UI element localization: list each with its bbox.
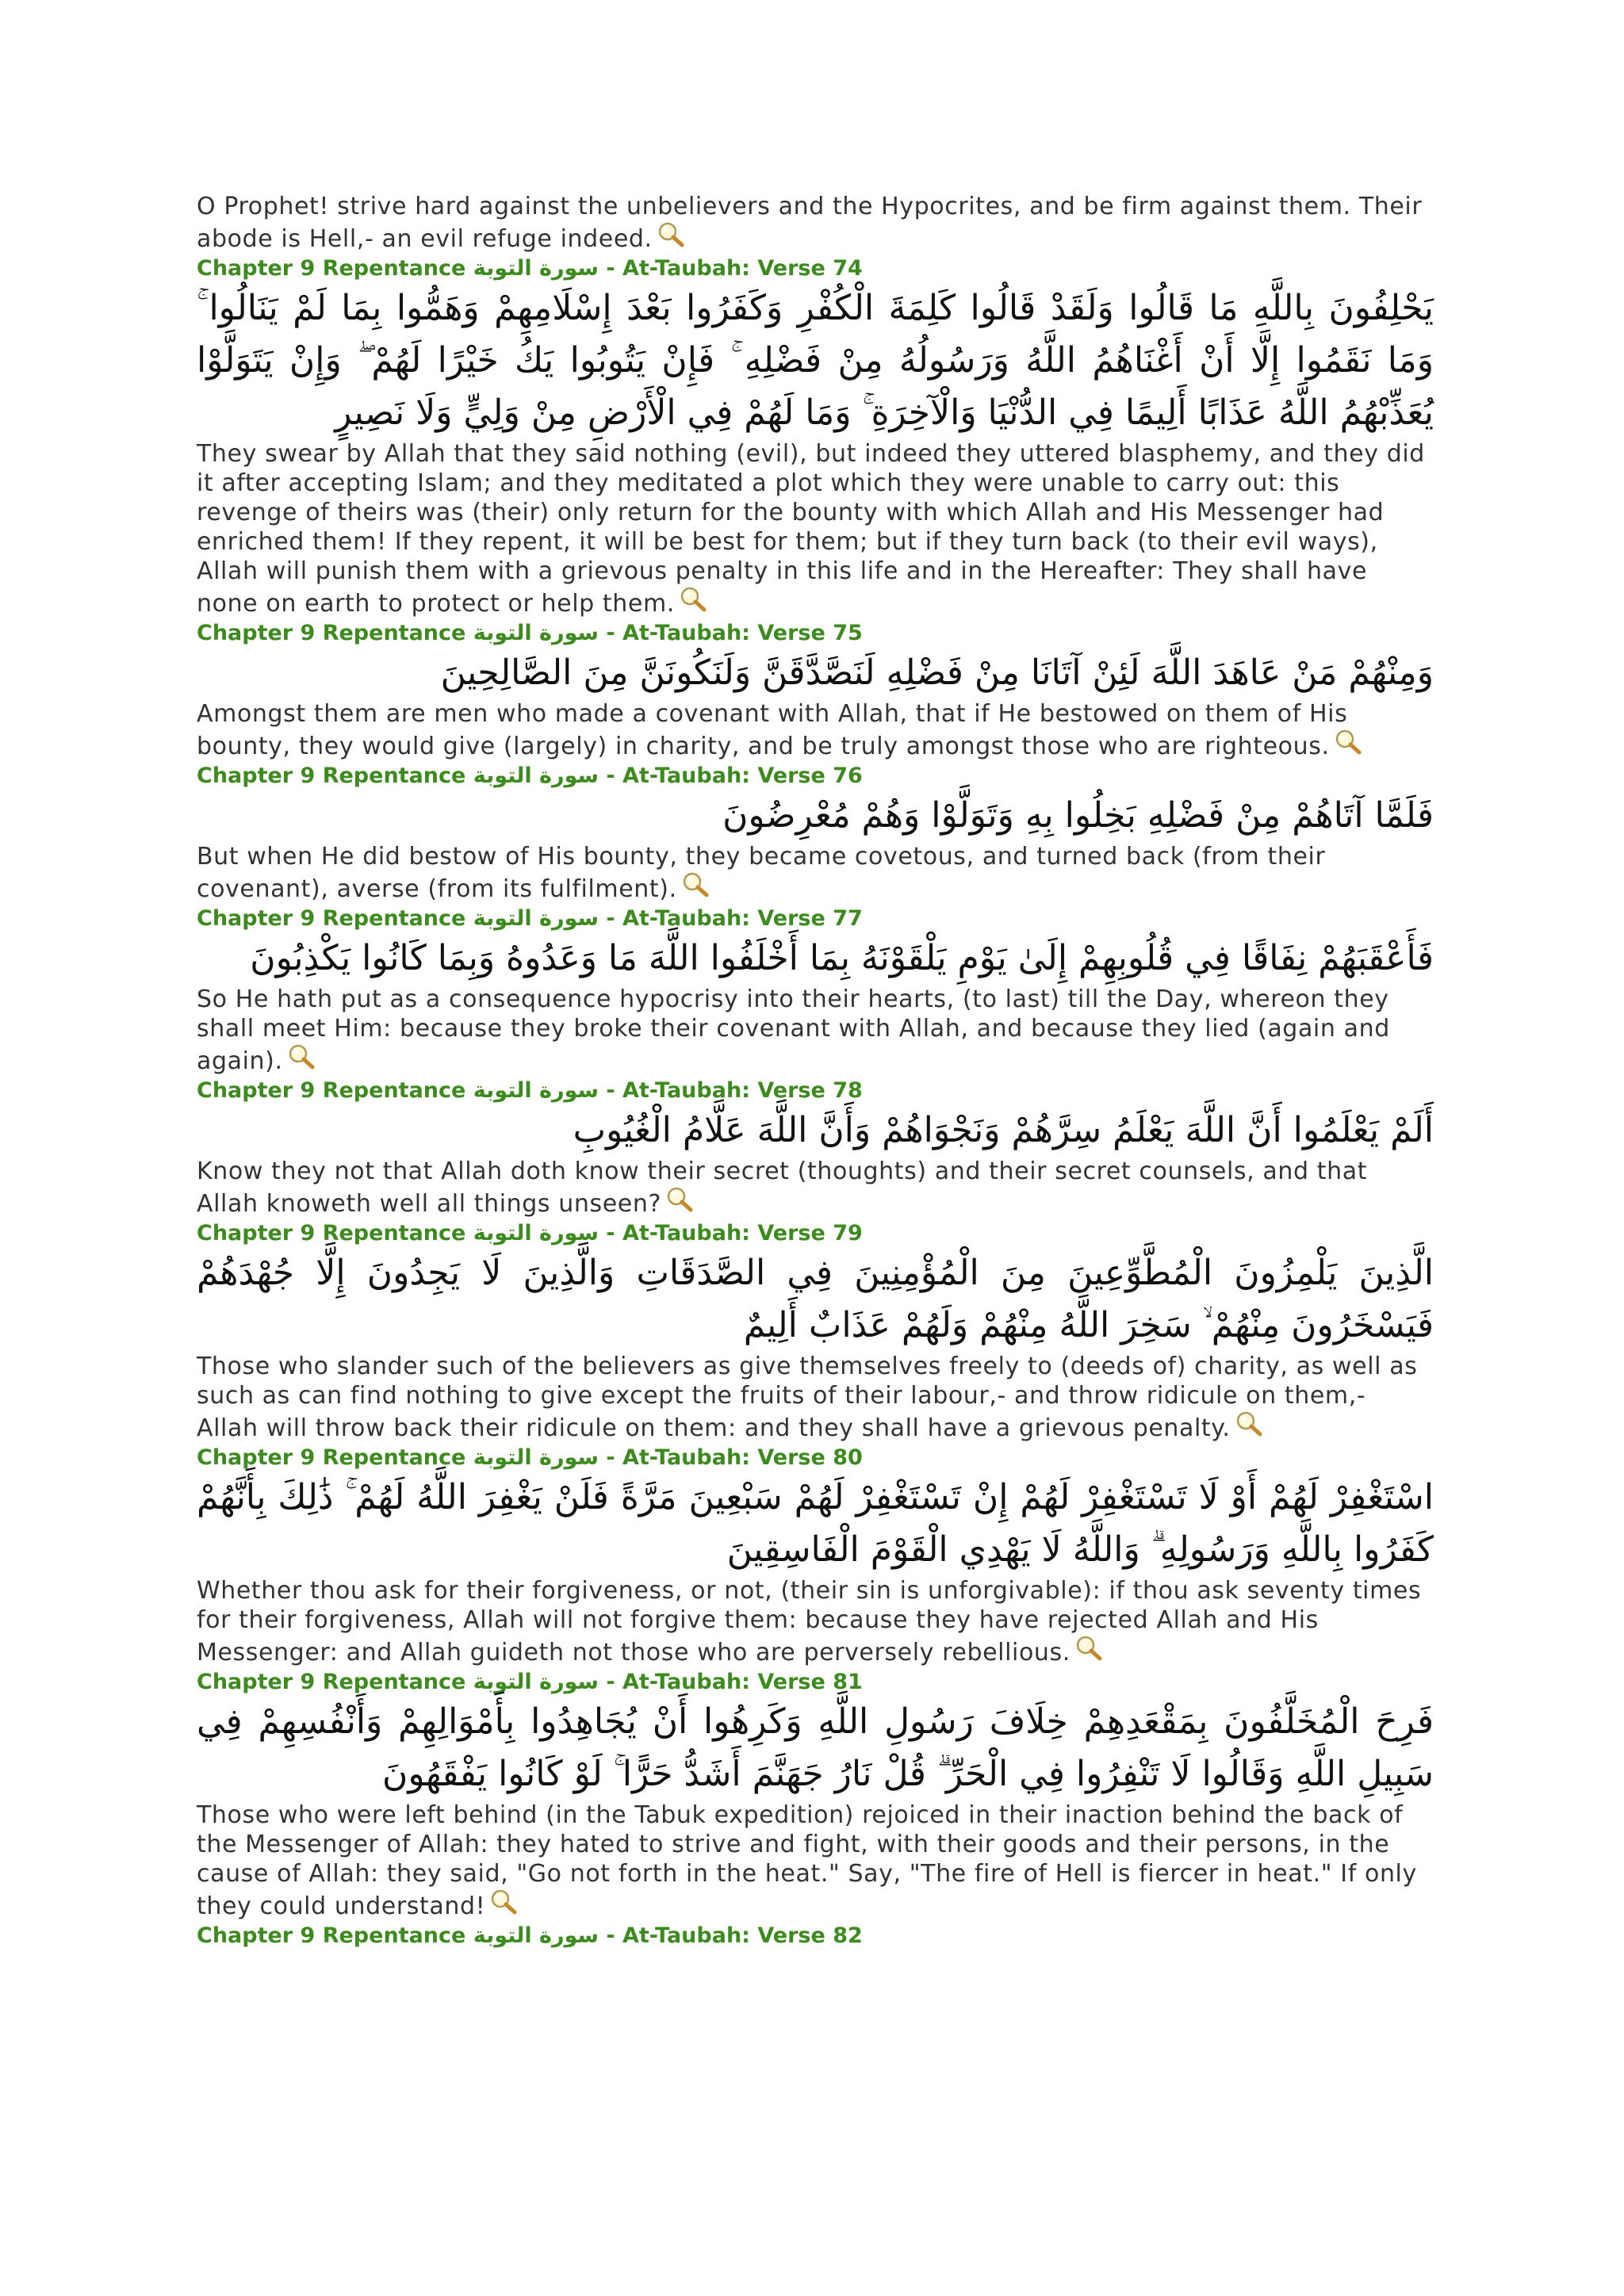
verse-block [197, 1669, 1434, 1921]
chapter-label: Chapter 9 Repentance [197, 906, 466, 931]
magnifier-icon[interactable] [1074, 1635, 1105, 1662]
surah-arabic-name: سورة التوبة [473, 763, 599, 788]
verse-translation [197, 842, 1434, 904]
chapter-label: Chapter 9 Repentance [197, 1221, 466, 1246]
translation-text: They swear by Allah that they said nothing (evil), but indeed they uttered blasphemy, and they did it after accepting Islam; and they meditated a plot which they were unable to carry out: this revenge of theirs was (their) only return for the bounty with which Allah and His Messenger had enriched them! If they repent, it will be best for them; but if they turn back (to their evil ways), Allah will punish them with a grievous penalty in this life and in the Hereafter: They shall have none on earth to protect or help them. [197, 440, 1425, 618]
verse-block [197, 763, 1434, 904]
verse-translation [197, 1352, 1434, 1443]
verse-reference: - At-Taubah: Verse 77 [606, 906, 863, 931]
magnifier-icon[interactable] [656, 221, 688, 248]
verse-reference: - At-Taubah: Verse 76 [606, 763, 863, 788]
magnifier-icon[interactable] [680, 871, 712, 898]
verse-block [197, 905, 1434, 1076]
chapter-label: Chapter 9 Repentance [197, 1670, 466, 1694]
magnifier-icon[interactable] [665, 1186, 696, 1213]
verse-reference: - At-Taubah: Verse 82 [606, 1923, 863, 1948]
arabic-verse-text: فَلَمَّا آتَاهُمْ مِنْ فَضْلِهِ بَخِلُوا بِهِ وَتَوَلَّوْا وَهُمْ مُعْرِضُونَ [722, 795, 1434, 836]
translation-text: O Prophet! strive hard against the unbelievers and the Hypocrites, and be firm against them. Their abode is Hell,- an evil refuge indeed. [197, 193, 1423, 253]
translation-text: Amongst them are men who made a covenant with Allah, that if He bestowed on them of His bounty, they would give (largely) in charity, and be truly amongst those who are righteous. [197, 700, 1348, 760]
verse-heading [197, 1923, 1434, 1950]
translation-text: But when He did bestow of His bounty, they became covetous, and turned back (from their covenant), averse (from its fulfilment). [197, 843, 1326, 903]
verse-heading [197, 763, 1434, 790]
surah-arabic-name: سورة التوبة [473, 1445, 599, 1470]
magnifier-icon[interactable] [1333, 729, 1365, 756]
verse-block [197, 1220, 1434, 1443]
surah-arabic-name: سورة التوبة [473, 256, 599, 281]
chapter-label: Chapter 9 Repentance [197, 1078, 466, 1103]
arabic-verse-text: يَحْلِفُونَ بِاللَّهِ مَا قَالُوا وَلَقَدْ قَالُوا كَلِمَةَ الْكُفْرِ وَكَفَرُوا بَعْدَ إِسْلَامِهِمْ وَهَمُّوا بِمَا لَمْ يَنَالُوا ۚ وَمَا نَقَمُوا إِلَّا أَنْ أَغْنَاهُمُ اللَّهُ وَرَسُولُهُ مِنْ فَضْلِهِ ۚ فَإِنْ يَتُوبُوا يَكُ خَيْرًا لَهُمْ ۖ وَإِنْ يَتَوَلَّوْا يُعَذِّبْهُمُ اللَّهُ عَذَابًا أَلِيمًا فِي الدُّنْيَا وَالْآخِرَةِ ۚ وَمَا لَهُمْ فِي الْأَرْضِ مِنْ وَلِيٍّ وَلَا نَصِيرٍ [197, 288, 1434, 433]
chapter-label: Chapter 9 Repentance [197, 1445, 466, 1470]
chapter-label: Chapter 9 Repentance [197, 763, 466, 788]
verse-translation [197, 1800, 1434, 1921]
surah-arabic-name: سورة التوبة [473, 1221, 599, 1246]
verse-heading [197, 1220, 1434, 1247]
arabic-verse-text: فَرِحَ الْمُخَلَّفُونَ بِمَقْعَدِهِمْ خِلَافَ رَسُولِ اللَّهِ وَكَرِهُوا أَنْ يُجَاهِدُوا بِأَمْوَالِهِمْ وَأَنْفُسِهِمْ فِي سَبِيلِ اللَّهِ وَقَالُوا لَا تَنْفِرُوا فِي الْحَرِّ ۗ قُلْ نَارُ جَهَنَّمَ أَشَدُّ حَرًّا ۚ لَوْ كَانُوا يَفْقَهُونَ [197, 1701, 1434, 1794]
verse-block [197, 255, 1434, 618]
translation-text: Know they not that Allah doth know their secret (thoughts) and their secret counsels, and that Allah knoweth well all things unseen? [197, 1158, 1368, 1218]
verse-block [197, 1445, 1434, 1667]
arabic-verse-text: الَّذِينَ يَلْمِزُونَ الْمُطَّوِّعِينَ مِنَ الْمُؤْمِنِينَ فِي الصَّدَقَاتِ وَالَّذِينَ لَا يَجِدُونَ إِلَّا جُهْدَهُمْ فَيَسْخَرُونَ مِنْهُمْ ۙ سَخِرَ اللَّهُ مِنْهُمْ وَلَهُمْ عَذَابٌ أَلِيمٌ [197, 1253, 1434, 1345]
verse-block [197, 1923, 1434, 1950]
arabic-verse-text: فَأَعْقَبَهُمْ نِفَاقًا فِي قُلُوبِهِمْ إِلَىٰ يَوْمِ يَلْقَوْنَهُ بِمَا أَخْلَفُوا اللَّهَ مَا وَعَدُوهُ وَبِمَا كَانُوا يَكْذِبُونَ [250, 938, 1434, 978]
verse-heading [197, 620, 1434, 647]
translation-text: Those who slander such of the believers as give themselves freely to (deeds of) charity, as well as such as can find nothing to give except the fruits of their labour,- and throw ridicule on them,- Allah will throw back their ridicule on them: and they shall have a grievous penalty. [197, 1353, 1418, 1442]
translation-text: Those who were left behind (in the Tabuk expedition) rejoiced in their inaction behind the back of the Messenger of Allah: they hated to strive and fight, with their goods and their persons, in the cause of Allah: they said, "Go not forth in the heat." Say, "The fire of Hell is fiercer in heat." If only they could understand! [197, 1801, 1417, 1920]
verse-reference: - At-Taubah: Verse 81 [606, 1670, 863, 1694]
verse-heading [197, 255, 1434, 282]
content-column [197, 192, 1434, 1950]
magnifier-icon[interactable] [286, 1043, 318, 1070]
surah-arabic-name: سورة التوبة [473, 1670, 599, 1694]
chapter-label: Chapter 9 Repentance [197, 1923, 466, 1948]
magnifier-icon[interactable] [678, 586, 710, 613]
arabic-verse-text: وَمِنْهُمْ مَنْ عَاهَدَ اللَّهَ لَئِنْ آتَانَا مِنْ فَضْلِهِ لَنَصَّدَّقَنَّ وَلَنَكُونَنَّ مِنَ الصَّالِحِينَ [440, 652, 1434, 693]
verse-heading [197, 905, 1434, 932]
verse-reference: - At-Taubah: Verse 78 [606, 1078, 863, 1103]
verse-heading [197, 1669, 1434, 1696]
arabic-verse-text: أَلَمْ يَعْلَمُوا أَنَّ اللَّهَ يَعْلَمُ سِرَّهُمْ وَنَجْوَاهُمْ وَأَنَّ اللَّهَ عَلَّامُ الْغُيُوبِ [573, 1110, 1434, 1150]
verse-list [197, 255, 1434, 1950]
verse-translation [197, 439, 1434, 618]
verse-reference: - At-Taubah: Verse 74 [606, 256, 863, 281]
verse-heading [197, 1445, 1434, 1471]
verse-reference: - At-Taubah: Verse 80 [606, 1445, 863, 1470]
chapter-label: Chapter 9 Repentance [197, 256, 466, 281]
arabic-verse-text: اسْتَغْفِرْ لَهُمْ أَوْ لَا تَسْتَغْفِرْ لَهُمْ إِنْ تَسْتَغْفِرْ لَهُمْ سَبْعِينَ مَرَّةً فَلَنْ يَغْفِرَ اللَّهُ لَهُمْ ۚ ذَٰلِكَ بِأَنَّهُمْ كَفَرُوا بِاللَّهِ وَرَسُولِهِ ۗ وَاللَّهُ لَا يَهْدِي الْقَوْمَ الْفَاسِقِينَ [197, 1477, 1434, 1570]
surah-arabic-name: سورة التوبة [473, 1078, 599, 1103]
verse-translation [197, 1157, 1434, 1219]
surah-arabic-name: سورة التوبة [473, 1923, 599, 1948]
magnifier-icon[interactable] [1234, 1410, 1266, 1437]
verse-reference: - At-Taubah: Verse 79 [606, 1221, 863, 1246]
surah-arabic-name: سورة التوبة [473, 906, 599, 931]
magnifier-icon[interactable] [488, 1888, 520, 1915]
translation-text: Whether thou ask for their forgiveness, or not, (their sin is unforgivable): if thou ask seventy times for their forgiveness, Allah will not forgive them: because they have rejected Allah and His Messenger: and Allah guideth not those who are perversely rebellious. [197, 1577, 1422, 1667]
verse-translation [197, 985, 1434, 1076]
verse-heading [197, 1077, 1434, 1104]
verse-translation [197, 1576, 1434, 1667]
chapter-label: Chapter 9 Repentance [197, 621, 466, 645]
verse-translation [197, 699, 1434, 761]
verse-block [197, 1077, 1434, 1219]
translation-text: So He hath put as a consequence hypocrisy into their hearts, (to last) till the Day, whereon they shall meet Him: because they broke their covenant with Allah, and because they lied (again and again). [197, 985, 1390, 1075]
surah-arabic-name: سورة التوبة [473, 621, 599, 645]
top-translation [197, 192, 1434, 254]
verse-reference: - At-Taubah: Verse 75 [606, 621, 863, 645]
verse-block [197, 620, 1434, 761]
